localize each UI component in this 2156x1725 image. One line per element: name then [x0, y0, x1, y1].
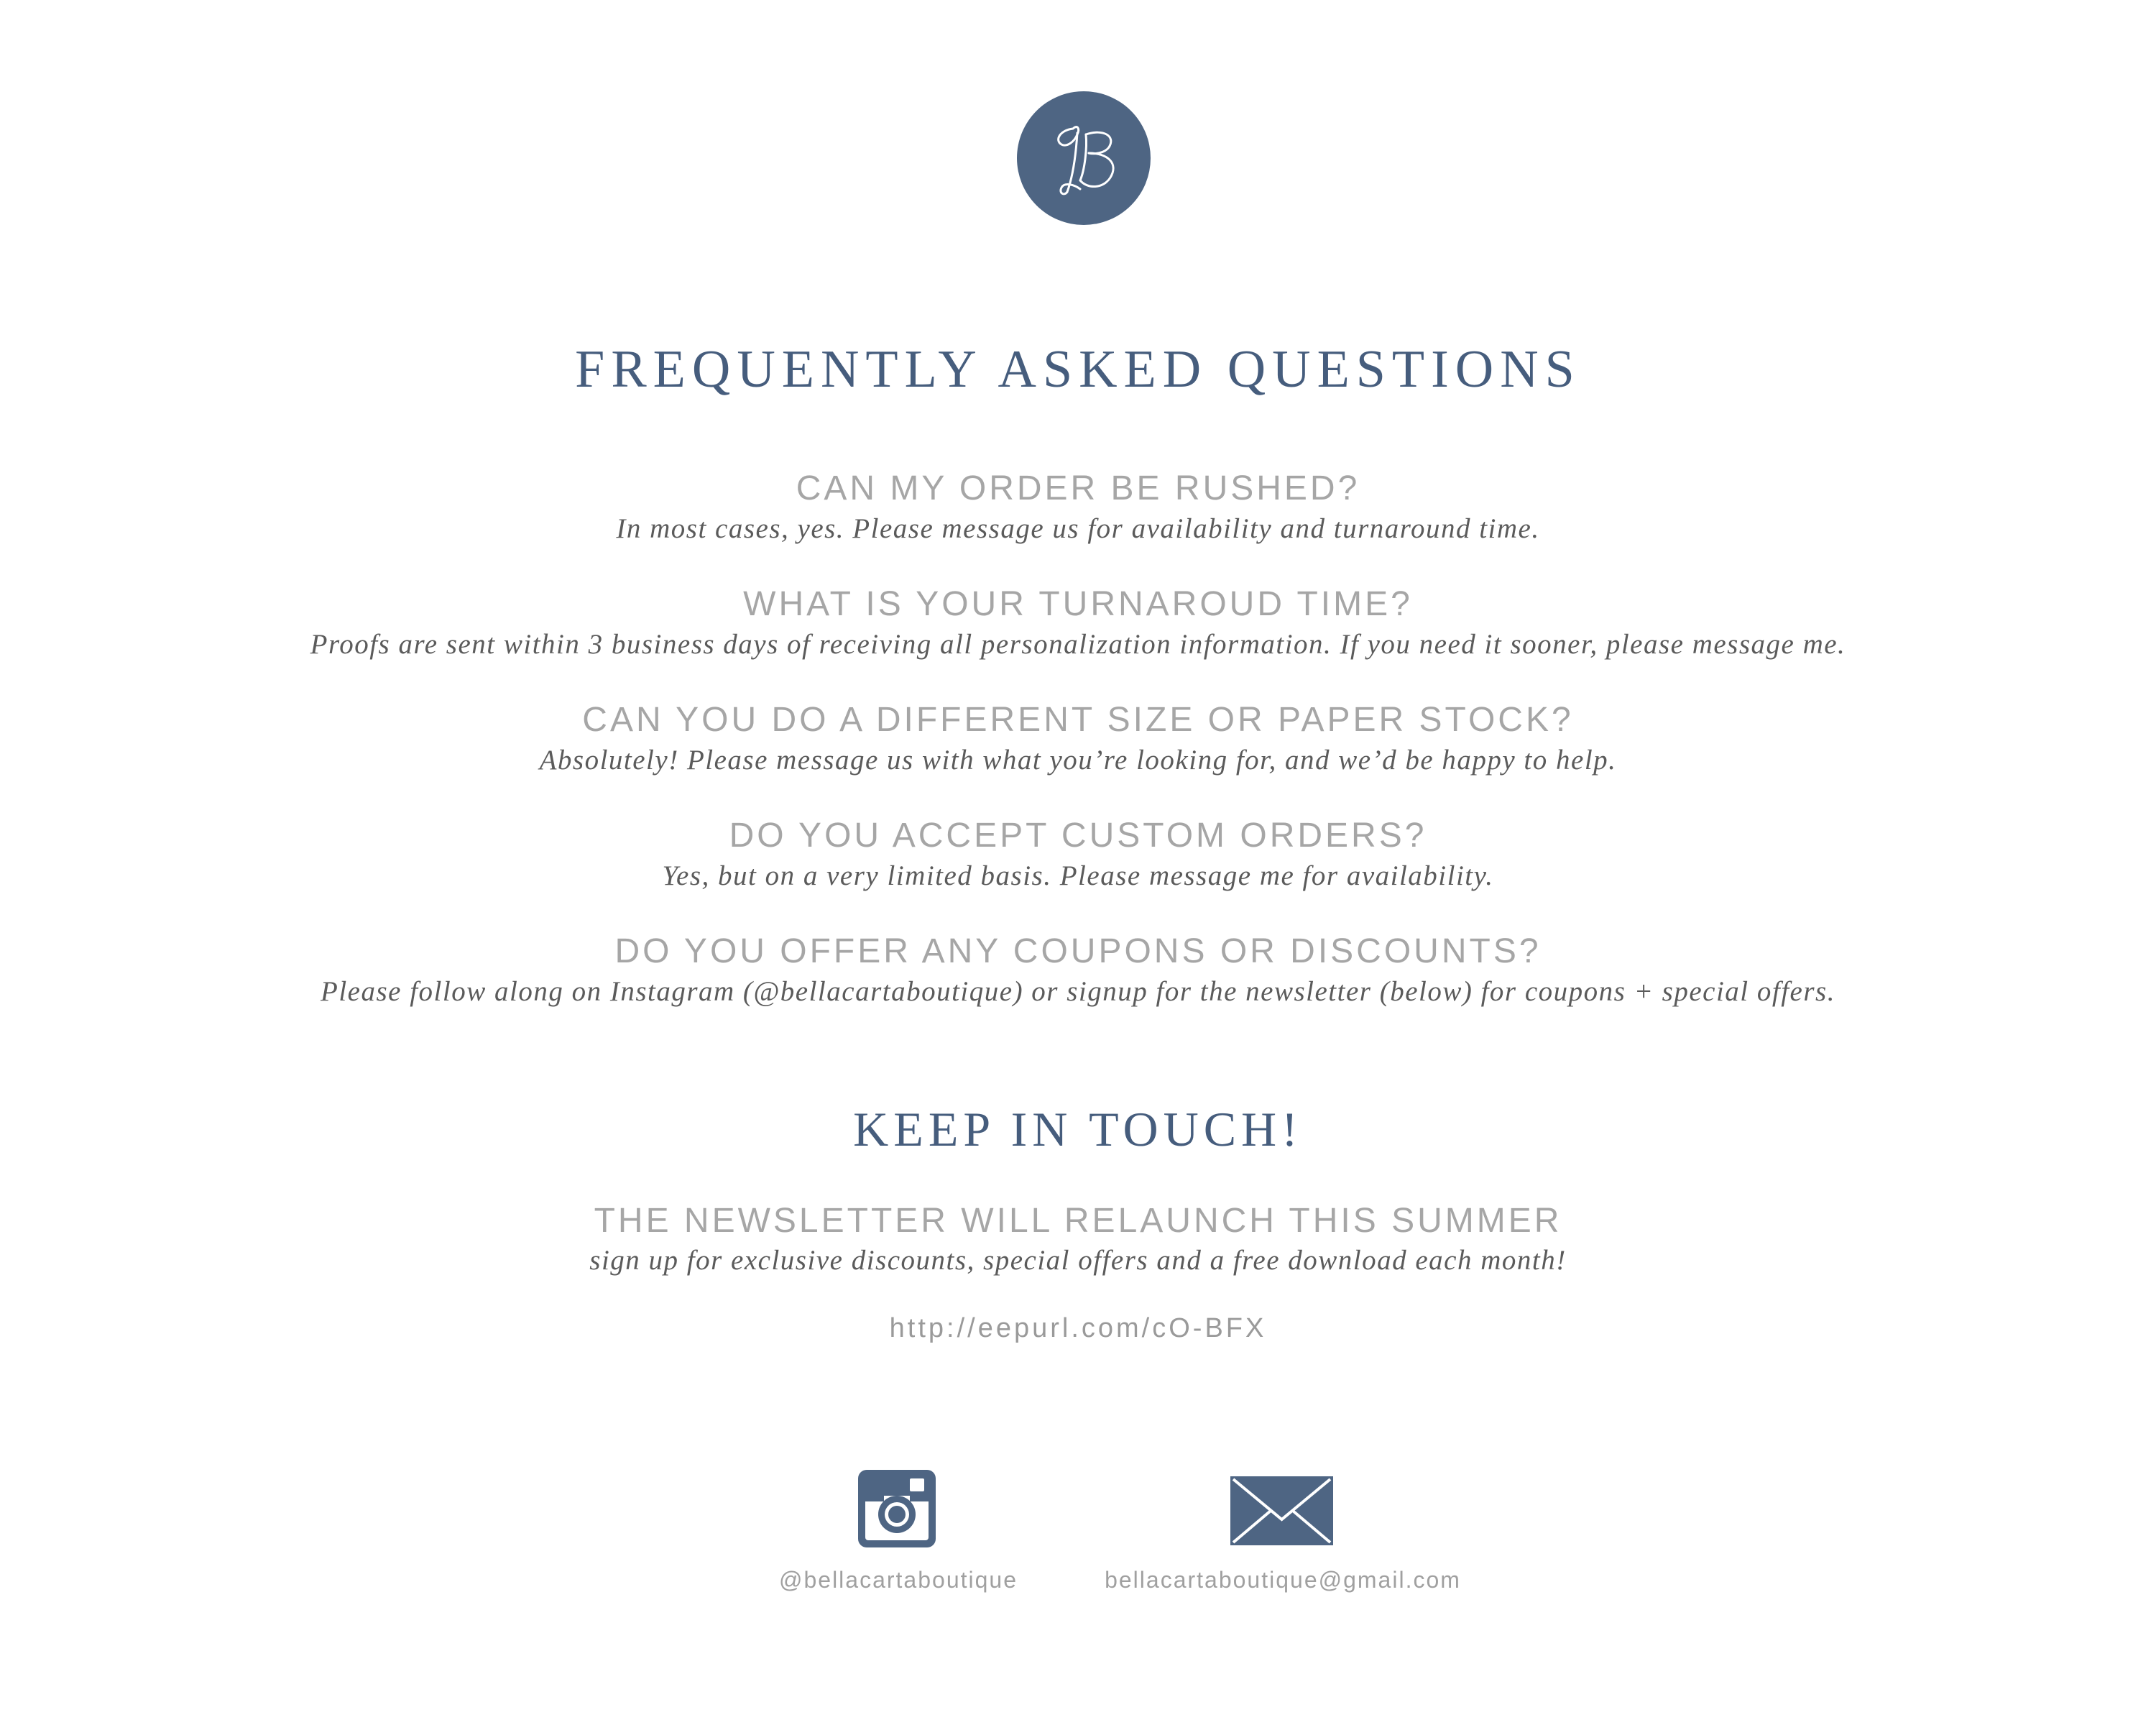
script-b-monogram-icon: [1017, 91, 1151, 225]
faq-question: DO YOU ACCEPT CUSTOM ORDERS?: [729, 816, 1427, 855]
faq-question: DO YOU OFFER ANY COUPONS OR DISCOUNTS?: [614, 932, 1542, 970]
newsletter-heading: THE NEWSLETTER WILL RELAUNCH THIS SUMMER: [594, 1202, 1562, 1240]
faq-question: CAN MY ORDER BE RUSHED?: [796, 469, 1360, 507]
keep-in-touch-title: KEEP IN TOUCH!: [853, 1102, 1303, 1156]
brand-logo: [1017, 91, 1151, 225]
faq-answer: Please follow along on Instagram (@bellacartaboutique) or signup for the newsletter (below) for coupons + special offers.: [321, 976, 1835, 1007]
faq-question: CAN YOU DO A DIFFERENT SIZE OR PAPER STOCK?: [582, 701, 1574, 739]
newsletter-subtext: sign up for exclusive discounts, special offers and a free download each month!: [589, 1245, 1567, 1276]
faq-answer: Yes, but on a very limited basis. Please message me for availability.: [662, 860, 1494, 891]
instagram-icon[interactable]: [858, 1470, 936, 1547]
mail-icon[interactable]: [1230, 1476, 1333, 1545]
faq-title: FREQUENTLY ASKED QUESTIONS: [575, 340, 1581, 399]
faq-answer: Absolutely! Please message us with what you’re looking for, and we’d be happy to help.: [539, 745, 1617, 776]
faq-question: WHAT IS YOUR TURNAROUD TIME?: [743, 585, 1413, 623]
faq-answer: Proofs are sent within 3 business days of receiving all personalization information. If you need it sooner, please message me.: [310, 629, 1846, 660]
email-address[interactable]: bellacartaboutique@gmail.com: [1105, 1567, 1461, 1593]
instagram-handle[interactable]: @bellacartaboutique: [778, 1567, 1018, 1593]
faq-answer: In most cases, yes. Please message us for availability and turnaround time.: [616, 513, 1540, 544]
newsletter-link[interactable]: http://eepurl.com/cO-BFX: [889, 1313, 1267, 1343]
